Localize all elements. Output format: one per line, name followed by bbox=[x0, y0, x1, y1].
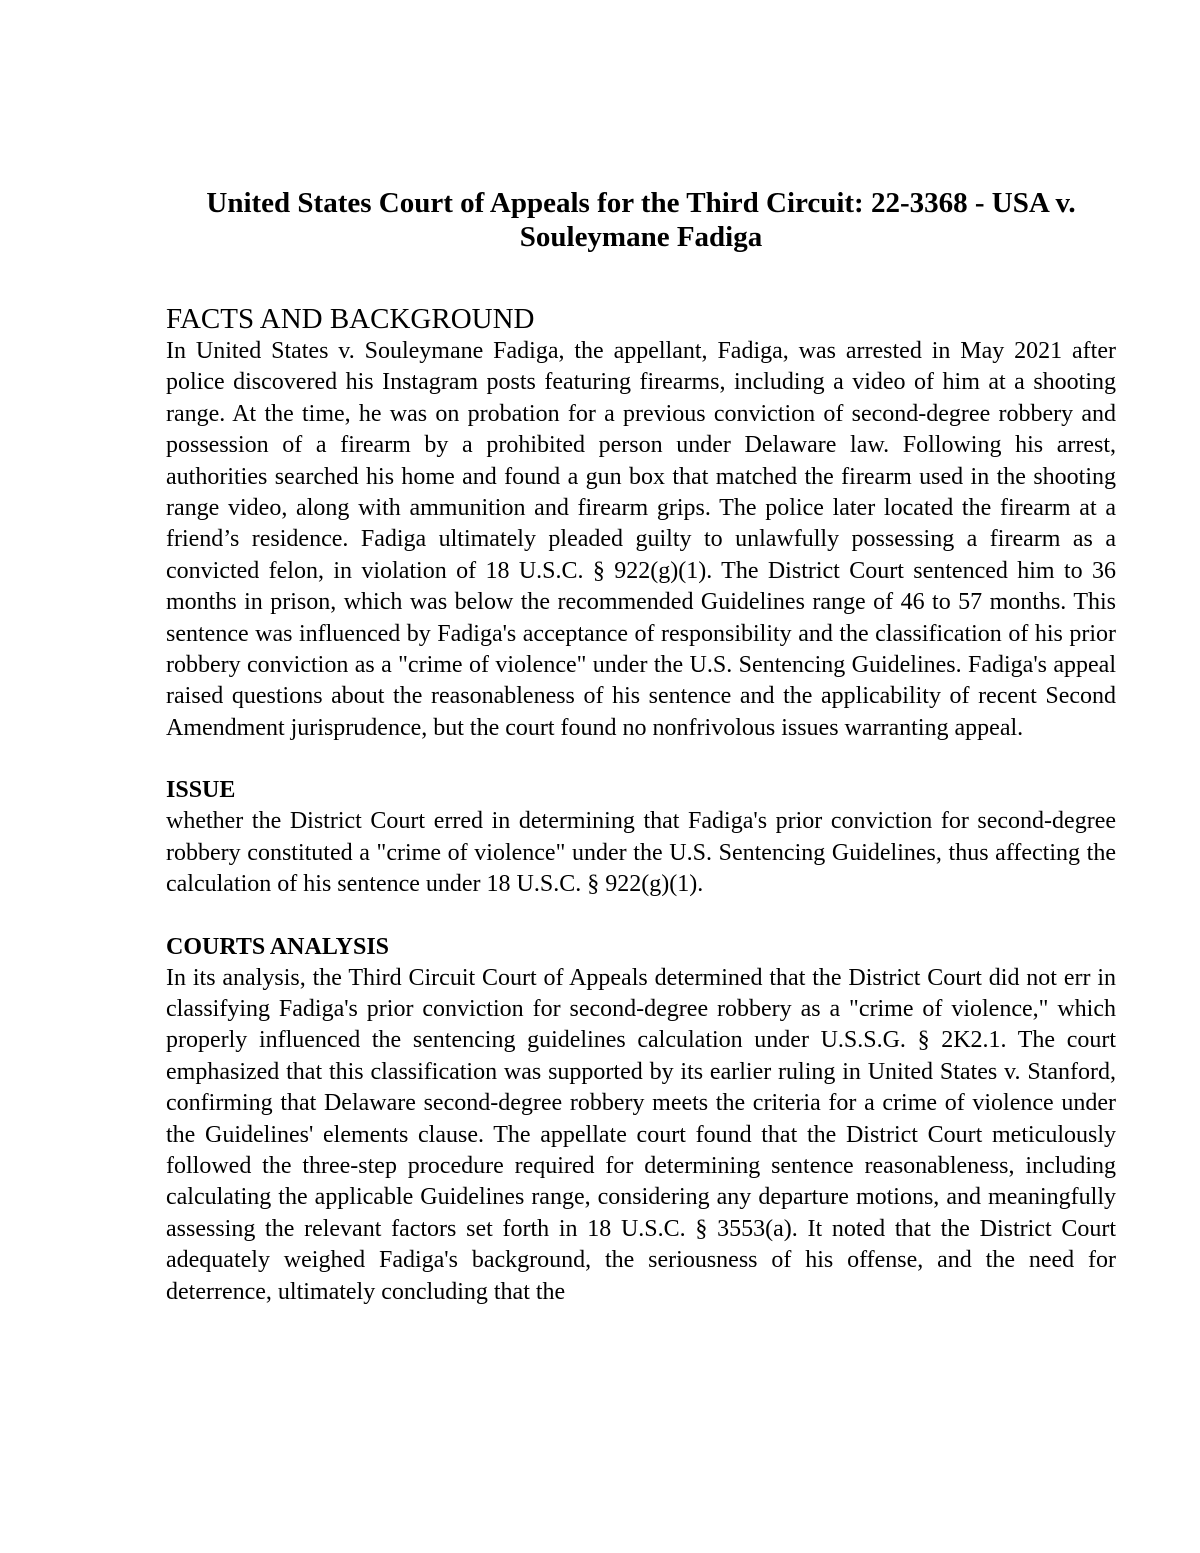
issue-heading: ISSUE bbox=[166, 777, 236, 804]
document-title: United States Court of Appeals for the Third Circuit: 22-3368 - USA v. Souleymane Fadiga bbox=[206, 187, 1076, 253]
analysis-paragraph: In its analysis, the Third Circuit Court of Appeals determined that the District Court did not err in classifying Fadiga's prior conviction for second-degree robbery as a "crime of violence," which properly influenced the sentencing guidelines calculation under U.S.S.G. § 2K2.1. The court emphasized that this classification was supported by its earlier ruling in United States v. Stanford, confirming that Delaware second-degree robbery meets the criteria for a crime of violence under the Guidelines' elements clause. The appellate court found that the District Court meticulously followed the three-step procedure required for determining sentence reasonableness, including calculating the applicable Guidelines range, considering any departure motions, and meaningfully assessing the relevant factors set forth in 18 U.S.C. § 3553(a). It noted that the District Court adequately weighed Fadiga's background, the seriousness of his offense, and the need for deterrence, ultimately concluding that the bbox=[166, 964, 1116, 1305]
facts-paragraph: In United States v. Souleymane Fadiga, the appellant, Fadiga, was arrested in May 2021 after police discovered his Instagram posts featuring firearms, including a video of him at a shooting range. At the time, he was on probation for a previous conviction of second-degree robbery and possession of a firearm by a prohibited person under Delaware law. Following his arrest, authorities searched his home and found a gun box that matched the firearm used in the shooting range video, along with ammunition and firearm grips. The police later located the firearm at a friend’s residence. Fadiga ultimately pleaded guilty to unlawfully possessing a firearm as a convicted felon, in violation of 18 U.S.C. § 922(g)(1). The District Court sentenced him to 36 months in prison, which was below the recommended Guidelines range of 46 to 57 months. This sentence was influenced by Fadiga's acceptance of responsibility and the classification of his prior robbery conviction as a "crime of violence" under the U.S. Sentencing Guidelines. Fadiga's appeal raised questions about the reasonableness of his sentence and the applicability of recent Second Amendment jurisprudence, but the court found no nonfrivolous issues warranting appeal. bbox=[166, 338, 1116, 741]
analysis-heading: COURTS ANALYSIS bbox=[166, 933, 390, 960]
facts-heading: FACTS AND BACKGROUND bbox=[166, 303, 535, 335]
issue-paragraph: whether the District Court erred in determining that Fadiga's prior conviction for second-degree robbery constituted a "crime of violence" under the U.S. Sentencing Guidelines, thus affecting the calculation of his sentence under 18 U.S.C. § 922(g)(1). bbox=[166, 808, 1116, 898]
document-page bbox=[166, 186, 1116, 1308]
